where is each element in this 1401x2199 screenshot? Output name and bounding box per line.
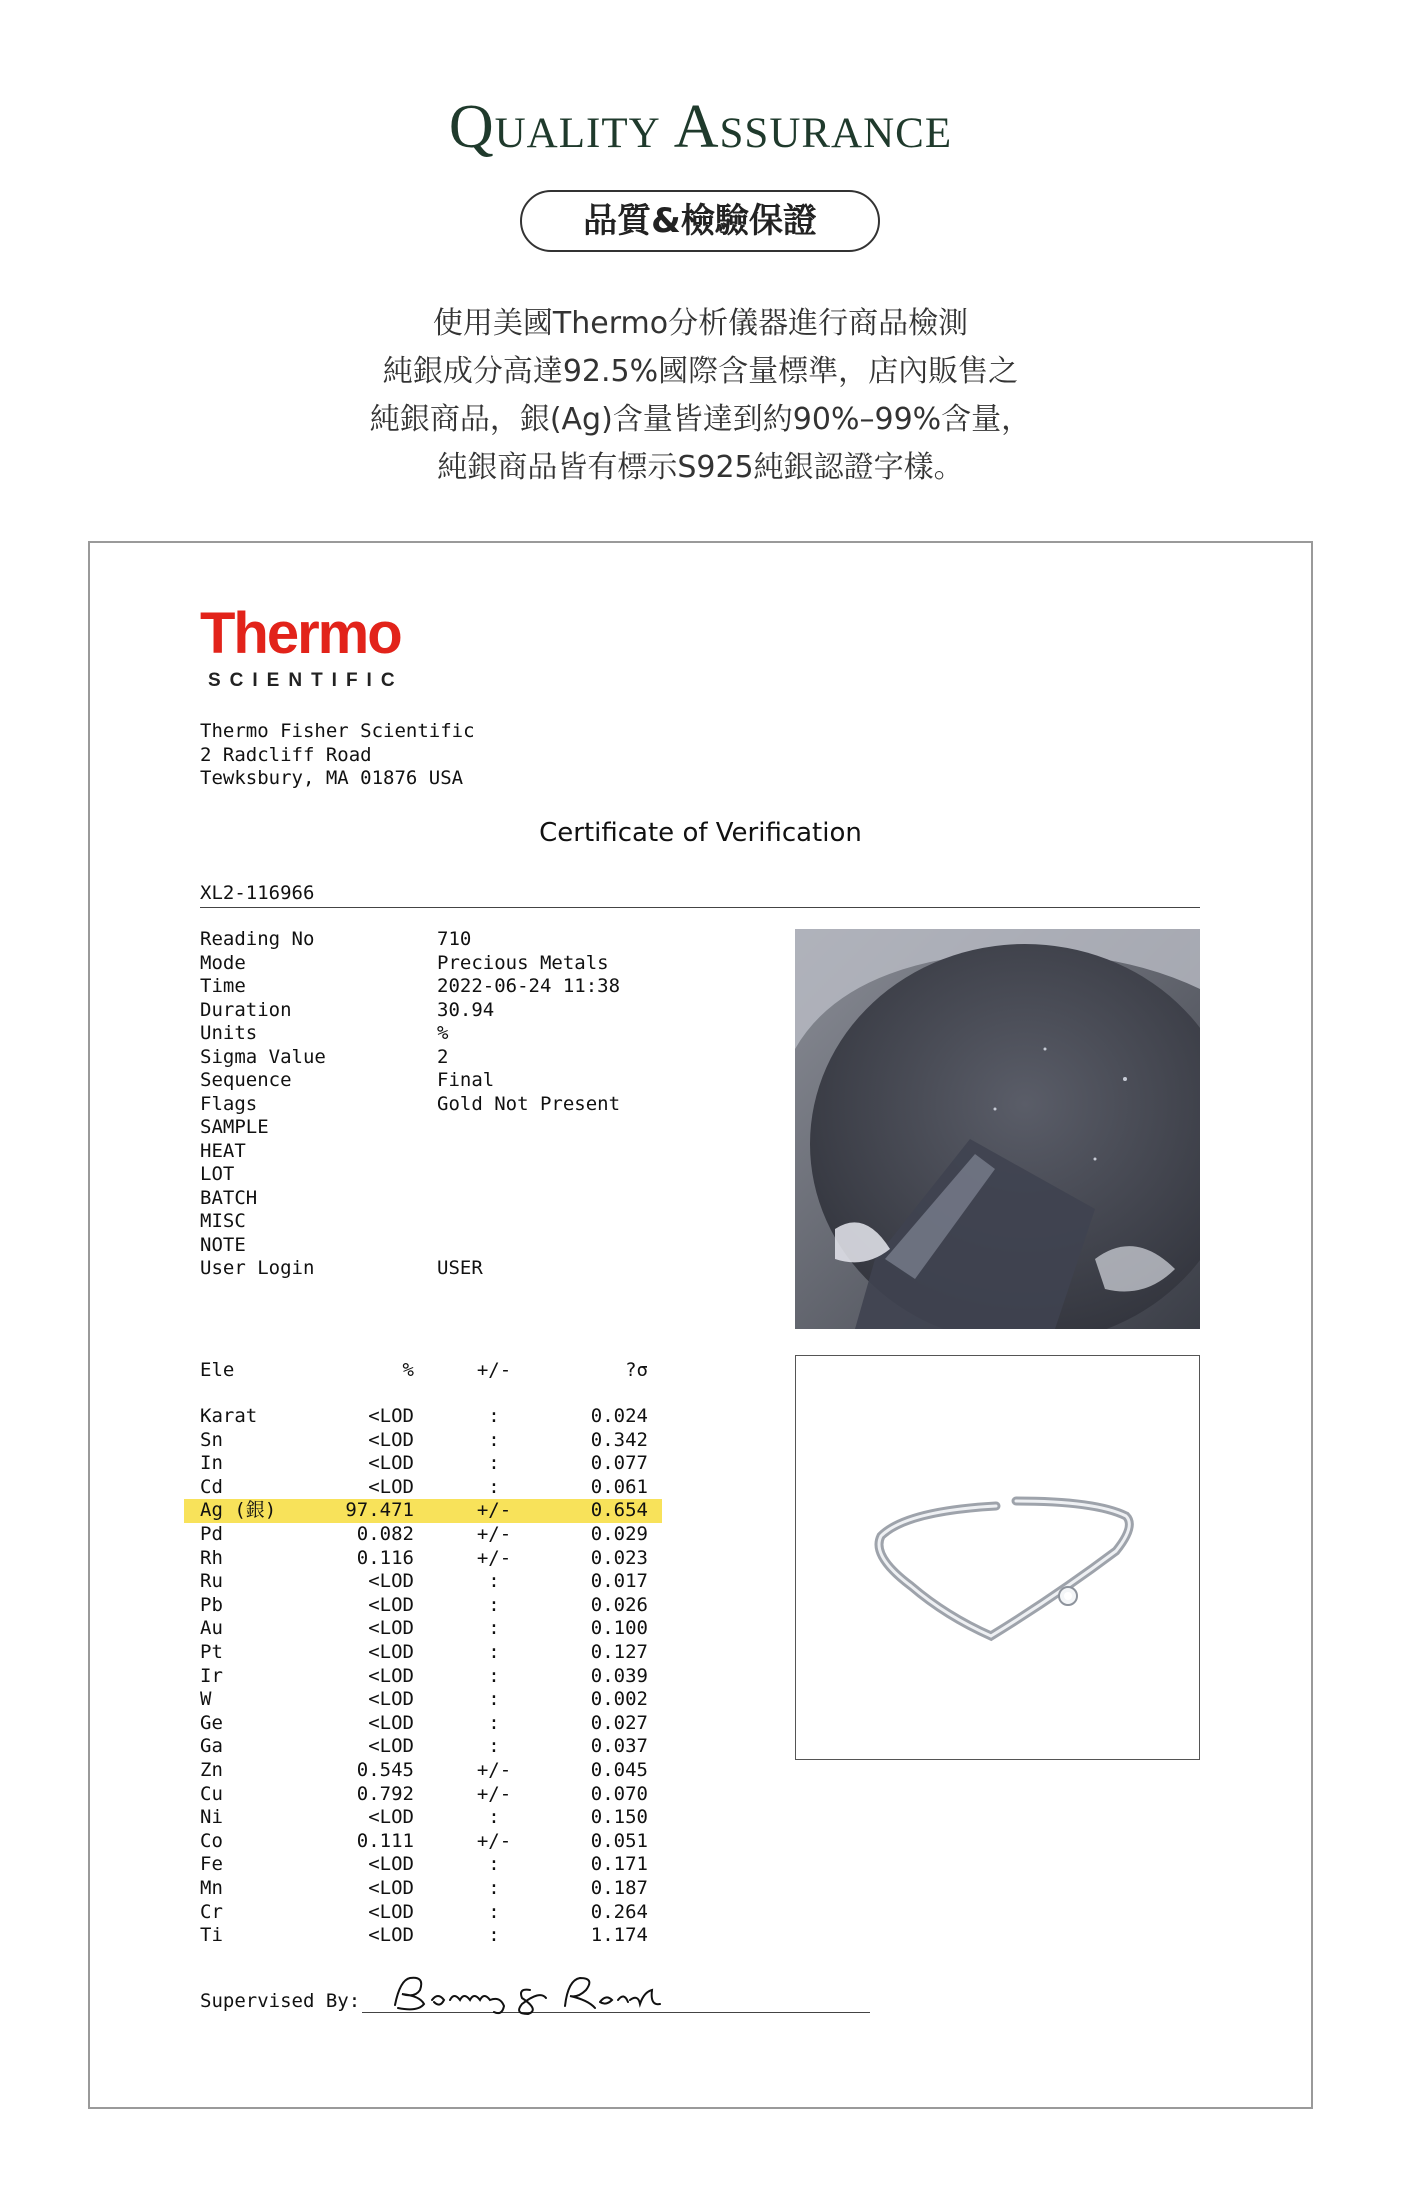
table-row (184, 1617, 662, 1641)
element-sigma: 0.171 (590, 1853, 648, 1876)
table-row (184, 1688, 662, 1712)
element-percent: 0.545 (356, 1759, 414, 1781)
table-row (184, 1594, 662, 1618)
header-ele: Ele (200, 1359, 235, 1381)
element-plus-minus: : (488, 1664, 500, 1687)
field-label: Time (200, 975, 246, 997)
element-sigma: 0.654 (590, 1499, 648, 1522)
element-plus-minus: : (488, 1735, 500, 1758)
element-sigma: 0.127 (590, 1641, 648, 1663)
field-value: Final (437, 1069, 495, 1091)
element-sigma: 0.024 (590, 1405, 648, 1427)
element-symbol: Ru (200, 1570, 223, 1593)
field-label: LOT (200, 1163, 235, 1185)
element-sigma: 0.051 (590, 1829, 648, 1852)
element-plus-minus: : (488, 1452, 500, 1475)
element-percent: <LOD (368, 1877, 414, 1899)
table-row (184, 1547, 662, 1571)
element-plus-minus: : (488, 1405, 500, 1427)
table-row (184, 1735, 662, 1759)
address-line: 2 Radcliff Road (200, 743, 372, 766)
table-row (184, 1924, 662, 1948)
table-row (184, 1641, 662, 1665)
element-sigma: 0.026 (590, 1593, 648, 1616)
element-symbol: Cd (200, 1475, 223, 1498)
field-label: User Login (200, 1257, 315, 1279)
element-percent: <LOD (368, 1711, 414, 1734)
element-symbol: Fe (200, 1853, 223, 1876)
field-value: 2022-06-24 11:38 (437, 975, 621, 997)
element-plus-minus: +/- (476, 1759, 512, 1781)
element-sigma: 0.061 (590, 1475, 648, 1498)
element-symbol: W (200, 1688, 212, 1711)
field-label: Duration (200, 998, 292, 1021)
element-plus-minus: : (488, 1475, 500, 1498)
element-percent: <LOD (368, 1664, 414, 1687)
field-label: BATCH (200, 1186, 258, 1209)
company-address (200, 720, 475, 791)
element-percent: <LOD (368, 1617, 414, 1640)
element-sigma: 0.023 (590, 1546, 648, 1569)
field-value: 2 (437, 1045, 449, 1068)
element-percent: <LOD (368, 1570, 414, 1593)
element-symbol: Mn (200, 1877, 223, 1899)
element-sigma: 0.037 (590, 1735, 648, 1758)
field-label: Reading No (200, 928, 315, 950)
element-plus-minus: +/- (476, 1782, 512, 1805)
table-row (184, 1712, 662, 1736)
element-plus-minus: : (488, 1853, 500, 1876)
element-percent: <LOD (368, 1806, 414, 1829)
element-sigma: 0.100 (590, 1617, 648, 1640)
element-percent: <LOD (368, 1688, 414, 1711)
element-symbol: In (200, 1452, 223, 1475)
field-value: Gold Not Present (437, 1092, 621, 1115)
element-symbol: Ag (銀) (200, 1499, 277, 1522)
element-percent: <LOD (368, 1853, 414, 1876)
header-sigma: ?σ (625, 1359, 648, 1381)
header-percent: % (402, 1359, 414, 1381)
element-plus-minus: : (488, 1641, 500, 1663)
element-percent: 97.471 (345, 1499, 414, 1522)
element-symbol: Au (200, 1617, 223, 1640)
supervised-by-label: Supervised By: (200, 1990, 361, 2012)
element-percent: <LOD (368, 1452, 414, 1475)
element-plus-minus: : (488, 1570, 500, 1593)
handwritten-signature (390, 1970, 690, 2020)
element-symbol: Zn (200, 1759, 223, 1781)
element-plus-minus: : (488, 1711, 500, 1734)
element-sigma: 0.029 (590, 1523, 648, 1545)
field-label: Sequence (200, 1069, 292, 1091)
element-percent: <LOD (368, 1428, 414, 1451)
field-label: MISC (200, 1210, 246, 1232)
table-row (184, 1901, 662, 1925)
element-plus-minus: +/- (476, 1829, 512, 1852)
element-symbol: Cu (200, 1782, 223, 1805)
thermo-logo: Thermo (200, 601, 401, 666)
intro-line: 使用美國Thermo分析儀器進行商品檢測 (432, 306, 969, 341)
element-symbol: Pd (200, 1523, 223, 1545)
element-symbol: Ir (200, 1664, 223, 1687)
instrument-serial: XL2-116966 (200, 882, 315, 904)
element-symbol: Sn (200, 1428, 223, 1451)
ring-illustration (796, 1356, 1199, 1759)
element-symbol: Pb (200, 1593, 223, 1616)
intro-line: 純銀成分高達92.5%國際含量標準，店內販售之 (382, 354, 1019, 389)
table-row (184, 1405, 662, 1429)
element-plus-minus: : (488, 1688, 500, 1711)
field-label: Sigma Value (200, 1045, 326, 1068)
element-symbol: Ni (200, 1806, 223, 1829)
element-symbol: Co (200, 1829, 223, 1852)
sample-closeup-photo (795, 929, 1200, 1329)
element-symbol: Ga (200, 1735, 223, 1758)
field-label: Mode (200, 951, 246, 974)
element-plus-minus: : (488, 1428, 500, 1451)
element-symbol: Rh (200, 1546, 223, 1569)
intro-text (0, 300, 1401, 492)
element-plus-minus: +/- (476, 1499, 512, 1522)
certificate-title: Certificate of Verification (539, 818, 862, 848)
table-row (184, 1806, 662, 1830)
element-percent: <LOD (368, 1475, 414, 1498)
element-sigma: 0.002 (590, 1688, 648, 1711)
element-sigma: 0.039 (590, 1664, 648, 1687)
page-title: Quality Assurance (448, 93, 953, 161)
element-plus-minus: : (488, 1806, 500, 1829)
element-percent: 0.792 (356, 1782, 414, 1805)
element-plus-minus: : (488, 1617, 500, 1640)
intro-line: 純銀商品，銀(Ag)含量皆達到約90%–99%含量， (369, 402, 1032, 437)
table-row (184, 1783, 662, 1807)
element-percent: <LOD (368, 1924, 414, 1947)
element-sigma: 0.150 (590, 1806, 648, 1829)
address-line: Thermo Fisher Scientific (200, 720, 475, 742)
element-percent: <LOD (368, 1900, 414, 1923)
address-line: Tewksbury, MA 01876 USA (200, 767, 464, 789)
field-label: Units (200, 1022, 258, 1044)
table-row (184, 1429, 662, 1453)
element-sigma: 0.017 (590, 1570, 648, 1593)
table-row (184, 1523, 662, 1547)
table-row (184, 1476, 662, 1500)
element-plus-minus: : (488, 1593, 500, 1616)
element-sigma: 1.174 (590, 1924, 648, 1947)
table-row-highlighted (184, 1499, 662, 1523)
intro-line: 純銀商品皆有標示S925純銀認證字樣。 (437, 450, 964, 485)
element-symbol: Cr (200, 1900, 223, 1923)
table-row (184, 1877, 662, 1901)
divider (200, 907, 1200, 908)
field-label: NOTE (200, 1233, 246, 1256)
field-value: 710 (437, 928, 472, 950)
element-percent: <LOD (368, 1641, 414, 1663)
table-row (184, 1853, 662, 1877)
element-plus-minus: : (488, 1924, 500, 1947)
element-percent: 0.111 (356, 1829, 414, 1852)
element-sigma: 0.187 (590, 1877, 648, 1899)
table-row (184, 1570, 662, 1594)
element-percent: 0.116 (356, 1546, 414, 1569)
element-plus-minus: +/- (476, 1523, 512, 1545)
element-symbol: Ge (200, 1711, 223, 1734)
element-plus-minus: +/- (476, 1546, 512, 1569)
element-sigma: 0.027 (590, 1711, 648, 1734)
sample-closeup-illustration (795, 929, 1200, 1329)
element-percent: 0.082 (356, 1523, 414, 1545)
element-plus-minus: : (488, 1877, 500, 1899)
ring-product-photo (795, 1355, 1200, 1760)
element-sigma: 0.264 (590, 1900, 648, 1923)
element-percent: <LOD (368, 1735, 414, 1758)
element-sigma: 0.070 (590, 1782, 648, 1805)
element-symbol: Pt (200, 1641, 223, 1663)
scientific-logo-text: SCIENTIFIC (208, 670, 404, 691)
field-value: % (437, 1022, 449, 1044)
element-symbol: Karat (200, 1405, 258, 1427)
element-plus-minus: : (488, 1900, 500, 1923)
element-sigma: 0.045 (590, 1759, 648, 1781)
header-plus-minus: +/- (476, 1359, 512, 1381)
field-label: Flags (200, 1092, 258, 1115)
section-badge: 品質&檢驗保證 (520, 190, 880, 252)
field-label: SAMPLE (200, 1116, 269, 1138)
table-row (184, 1665, 662, 1689)
table-row (184, 1830, 662, 1854)
table-header-row (184, 1359, 662, 1383)
element-percent: <LOD (368, 1405, 414, 1427)
element-symbol: Ti (200, 1924, 223, 1947)
table-row (184, 1452, 662, 1476)
element-sigma: 0.077 (590, 1452, 648, 1475)
field-value: USER (437, 1257, 483, 1279)
field-value: 30.94 (437, 998, 495, 1021)
element-sigma: 0.342 (590, 1428, 648, 1451)
field-label: HEAT (200, 1139, 246, 1162)
field-value: Precious Metals (437, 951, 609, 974)
element-percent: <LOD (368, 1593, 414, 1616)
table-row (184, 1759, 662, 1783)
